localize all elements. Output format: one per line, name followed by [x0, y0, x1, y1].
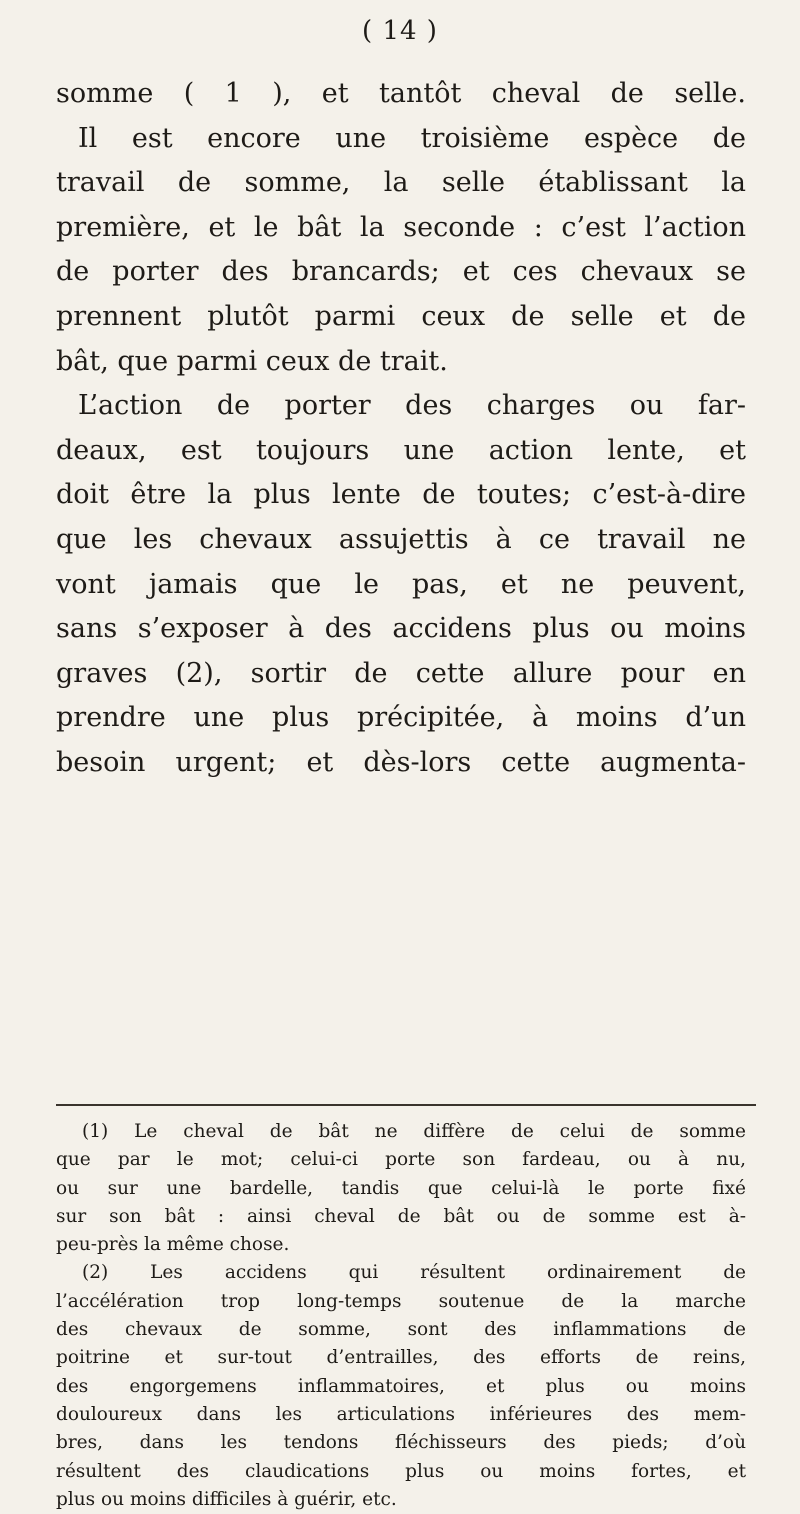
footnote-line: peu-près la même chose. [56, 1234, 290, 1256]
body-line: de porter des brancards; et ces chevaux se [56, 256, 746, 288]
footnote-line: que par le mot; celui-ci porte son fardeau, ou à nu, [56, 1149, 746, 1171]
body-line: L’action de porter des charges ou far- [78, 390, 746, 422]
footnote-line: l’accélération trop long-temps soutenue de la marche [56, 1290, 746, 1312]
body-line: travail de somme, la selle établissant la [56, 167, 746, 199]
main-text [56, 72, 746, 786]
footnote-divider [56, 1104, 756, 1106]
body-line: deaux, est toujours une action lente, et [56, 434, 746, 466]
body-line: graves (2), sortir de cette allure pour en [56, 657, 746, 689]
footnote-line: sur son bât : ainsi cheval de bât ou de somme est à- [56, 1205, 746, 1227]
body-line: que les chevaux assujettis à ce travail ne [56, 523, 746, 555]
body-line: bât, que parmi ceux de trait. [56, 345, 448, 377]
body-line: Il est encore une troisième espèce de [78, 122, 746, 154]
body-line: besoin urgent; et dès-lors cette augmenta- [56, 746, 746, 778]
body-line: doit être la plus lente de toutes; c’est-à-dire [56, 479, 746, 511]
footnote-line: (2) Les accidens qui résultent ordinairement de [82, 1262, 746, 1284]
footnote-line: plus ou moins difficiles à guérir, etc. [56, 1488, 397, 1510]
body-line: somme ( 1 ), et tantôt cheval de selle. [56, 78, 746, 109]
footnotes [56, 1118, 746, 1514]
footnote-line: (1) Le cheval de bât ne diffère de celui de somme [82, 1121, 746, 1142]
page-number: ( 14 ) [362, 16, 438, 46]
body-line: prennent plutôt parmi ceux de selle et de [56, 300, 746, 332]
footnote-line: bres, dans les tendons fléchisseurs des pieds; d’où [56, 1432, 746, 1454]
body-line: première, et le bât la seconde : c’est l’action [56, 211, 746, 243]
body-line: sans s’exposer à des accidens plus ou moins [56, 613, 746, 645]
footnote-line: des engorgemens inflammatoires, et plus ou moins [56, 1375, 746, 1397]
footnote-line: douloureux dans les articulations inférieures des mem- [56, 1403, 746, 1425]
body-line: prendre une plus précipitée, à moins d’un [56, 702, 746, 734]
body-line: vont jamais que le pas, et ne peuvent, [56, 568, 746, 600]
footnote-line: poitrine et sur-tout d’entrailles, des efforts de reins, [56, 1347, 746, 1369]
footnote-line: ou sur une bardelle, tandis que celui-là le porte fixé [56, 1177, 746, 1199]
footnote-line: des chevaux de somme, sont des inflammations de [56, 1319, 746, 1341]
footnote-line: résultent des claudications plus ou moins fortes, et [56, 1460, 746, 1482]
